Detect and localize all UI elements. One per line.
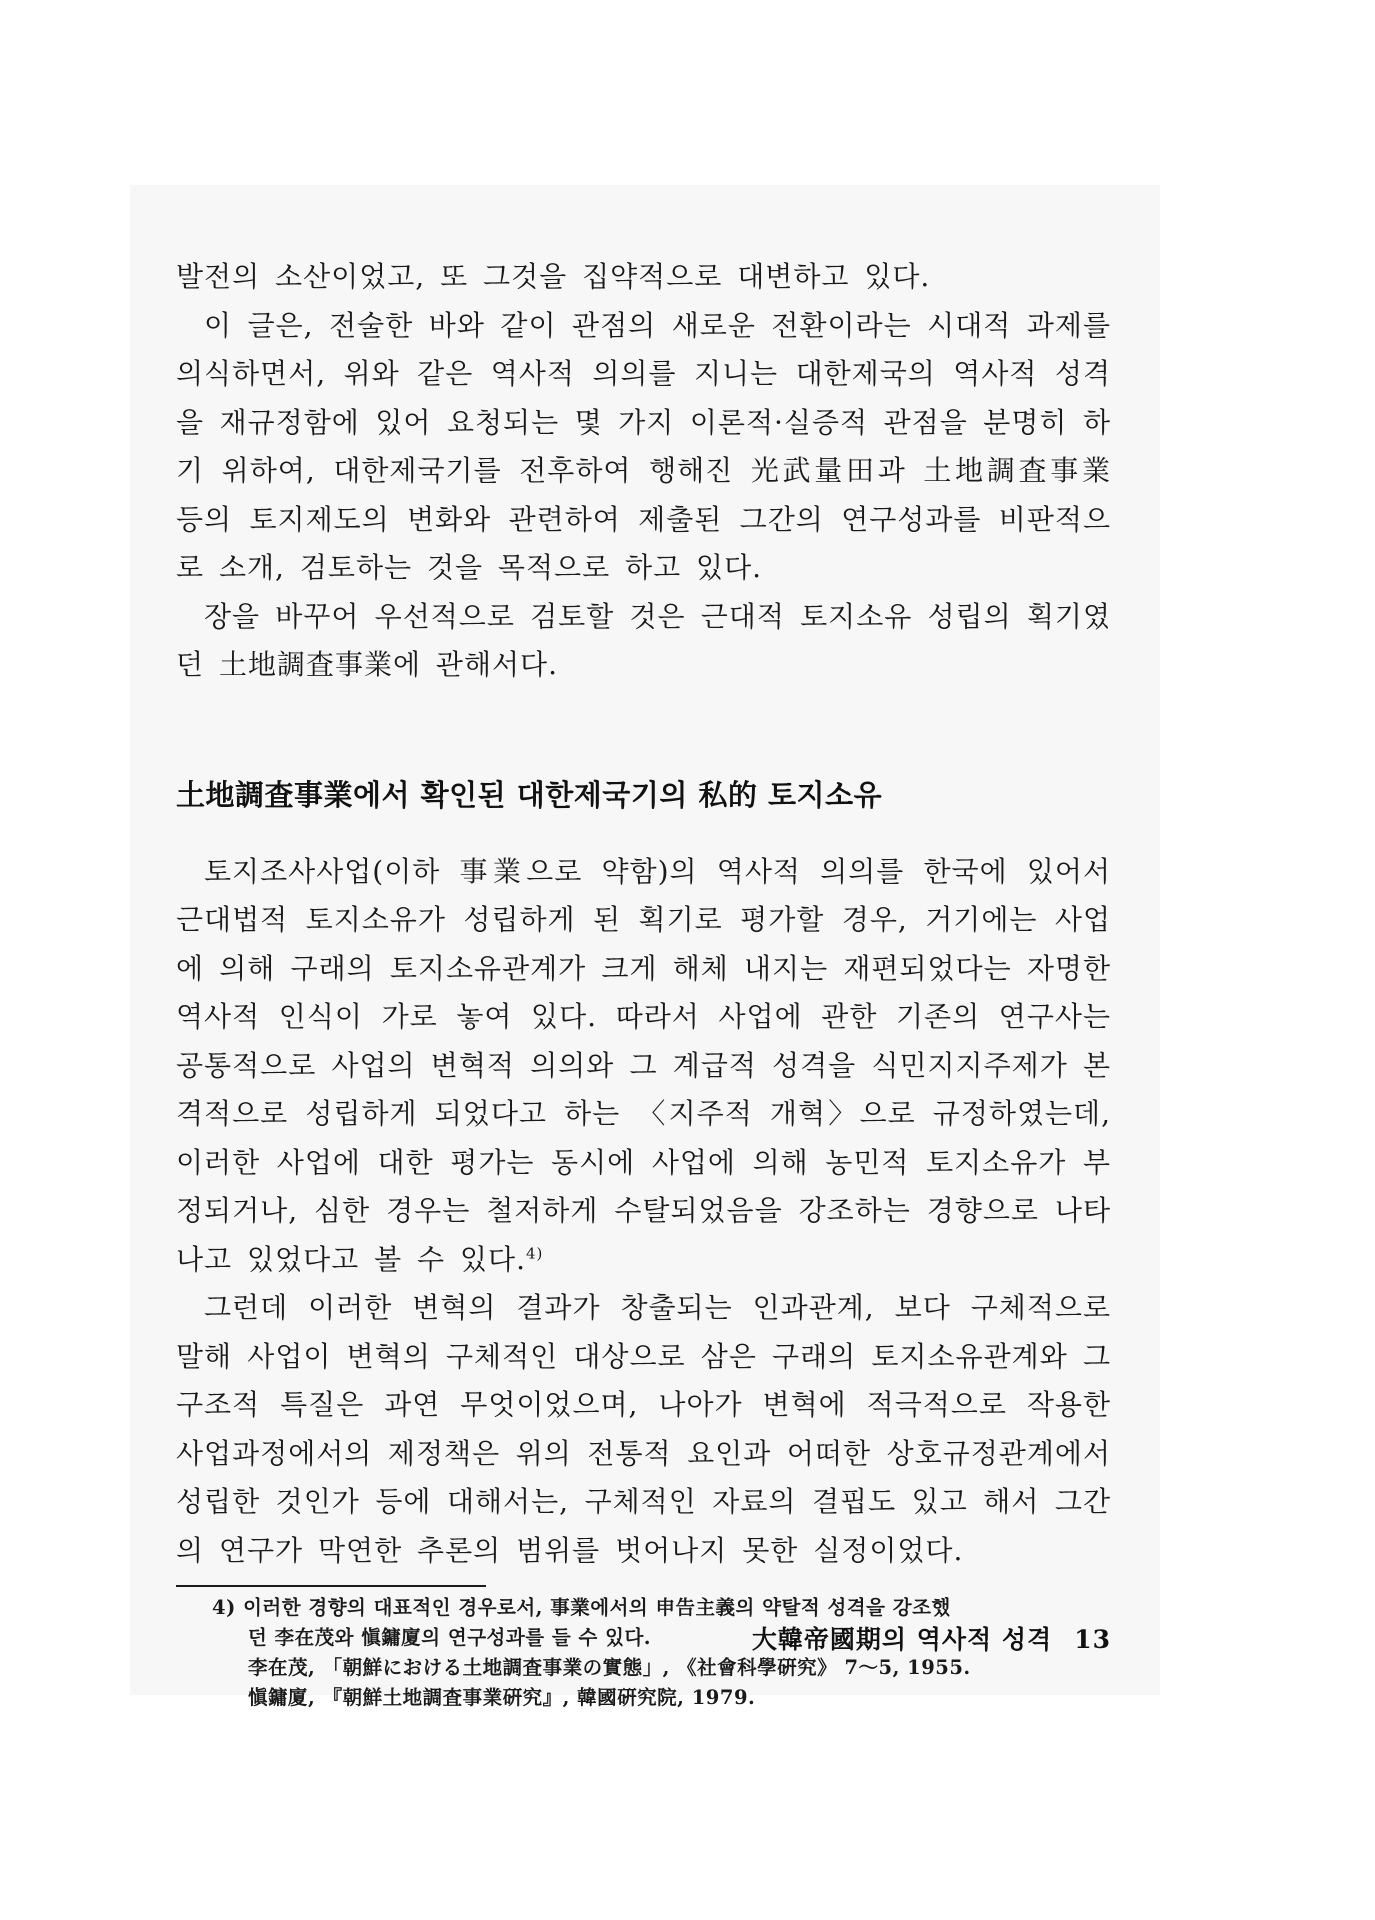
paragraph-purpose: 이 글은, 전술한 바와 같이 관점의 새로운 전환이라는 시대적 과제를 의식하면서, 위와 같은 역사적 의의를 지니는 대한제국의 역사적 성격을 재규정함에 있어 요청되는 몇 가지 이론적·실증적 관점을 분명히 하기 위하여, 대한제국기를 전후하여 행해진 光武量田과 土地調査事業 등의 토지제도의 변화와 관련하여 제출된 그간의 연구성과를 비판적으로 소개, 검토하는 것을 목적으로 하고 있다. xyxy=(176,308,1111,584)
section-paragraph-1 xyxy=(176,848,1111,1285)
paragraph-transition: 장을 바꾸어 우선적으로 검토할 것은 근대적 토지소유 성립의 획기였던 土地調査事業에 관해서다. xyxy=(176,599,1111,681)
page-number: 13 xyxy=(1074,1625,1111,1654)
paragraph-continuation: 발전의 소산이었고, 또 그것을 집약적으로 대변하고 있다. xyxy=(176,260,931,293)
footnote-reference: 4) xyxy=(525,1244,544,1263)
running-footer xyxy=(752,1620,1111,1656)
section-paragraph-2: 그런데 이러한 변혁의 결과가 창출되는 인과관계, 보다 구체적으로 말해 사업이 변혁의 구체적인 대상으로 삼은 구래의 토지소유관계와 그 구조적 특질은 과연 무엇이었으며, 나아가 변혁에 적극적으로 작용한 사업과정에서의 제정책은 위의 전통적 요인과 어떠한 상호규정관계에서 성립한 것인가 등에 대해서는, 구체적인 자료의 결핍도 있고 해서 그간의 연구가 막연한 추론의 범위를 벗어나지 못한 실정이었다. xyxy=(176,1291,1111,1567)
footer-title: 大韓帝國期의 역사적 성격 xyxy=(751,1625,1053,1654)
section-heading: 土地調査事業에서 확인된 대한제국기의 私的 토지소유 xyxy=(176,777,883,812)
body-text xyxy=(176,253,1111,1713)
footnote-citation: 愼鏞廈, 『朝鮮土地調査事業硏究』, 韓國硏究院, 1979. xyxy=(248,1686,756,1709)
footnote-line: 4) 이러한 경향의 대표적인 경우로서, 事業에서의 申告主義의 약탈적 성격을 강조했 xyxy=(212,1596,951,1619)
section-paragraph-1-text: 토지조사사업(이하 事業으로 약함)의 역사적 의의를 한국에 있어서 근대법적 토지소유가 성립하게 된 획기로 평가할 경우, 거기에는 사업에 의해 구래의 토지소유관계가 크게 해체 내지는 재편되었다는 자명한 역사적 인식이 가로 놓여 있다. 따라서 사업에 관한 기존의 연구사는 공통적으로 사업의 변혁적 의의와 그 계급적 성격을 식민지지주제가 본격적으로 성립하게 되었다고 하는 〈지주적 개혁〉으로 규정하였는데, 이러한 사업에 대한 평가는 동시에 사업에 의해 농민적 토지소유가 부정되거나, 심한 경우는 철저하게 수탈되었음을 강조하는 경향으로 나타나고 있었다고 볼 수 있다. xyxy=(176,854,1111,1276)
footnote-line: 던 李在茂와 愼鏞廈의 연구성과를 들 수 있다. xyxy=(248,1626,652,1649)
footnote-citation: 李在茂, 「朝鮮における土地調査事業の實態」, 《社會科學硏究》 7～5, 1955. xyxy=(248,1656,971,1679)
